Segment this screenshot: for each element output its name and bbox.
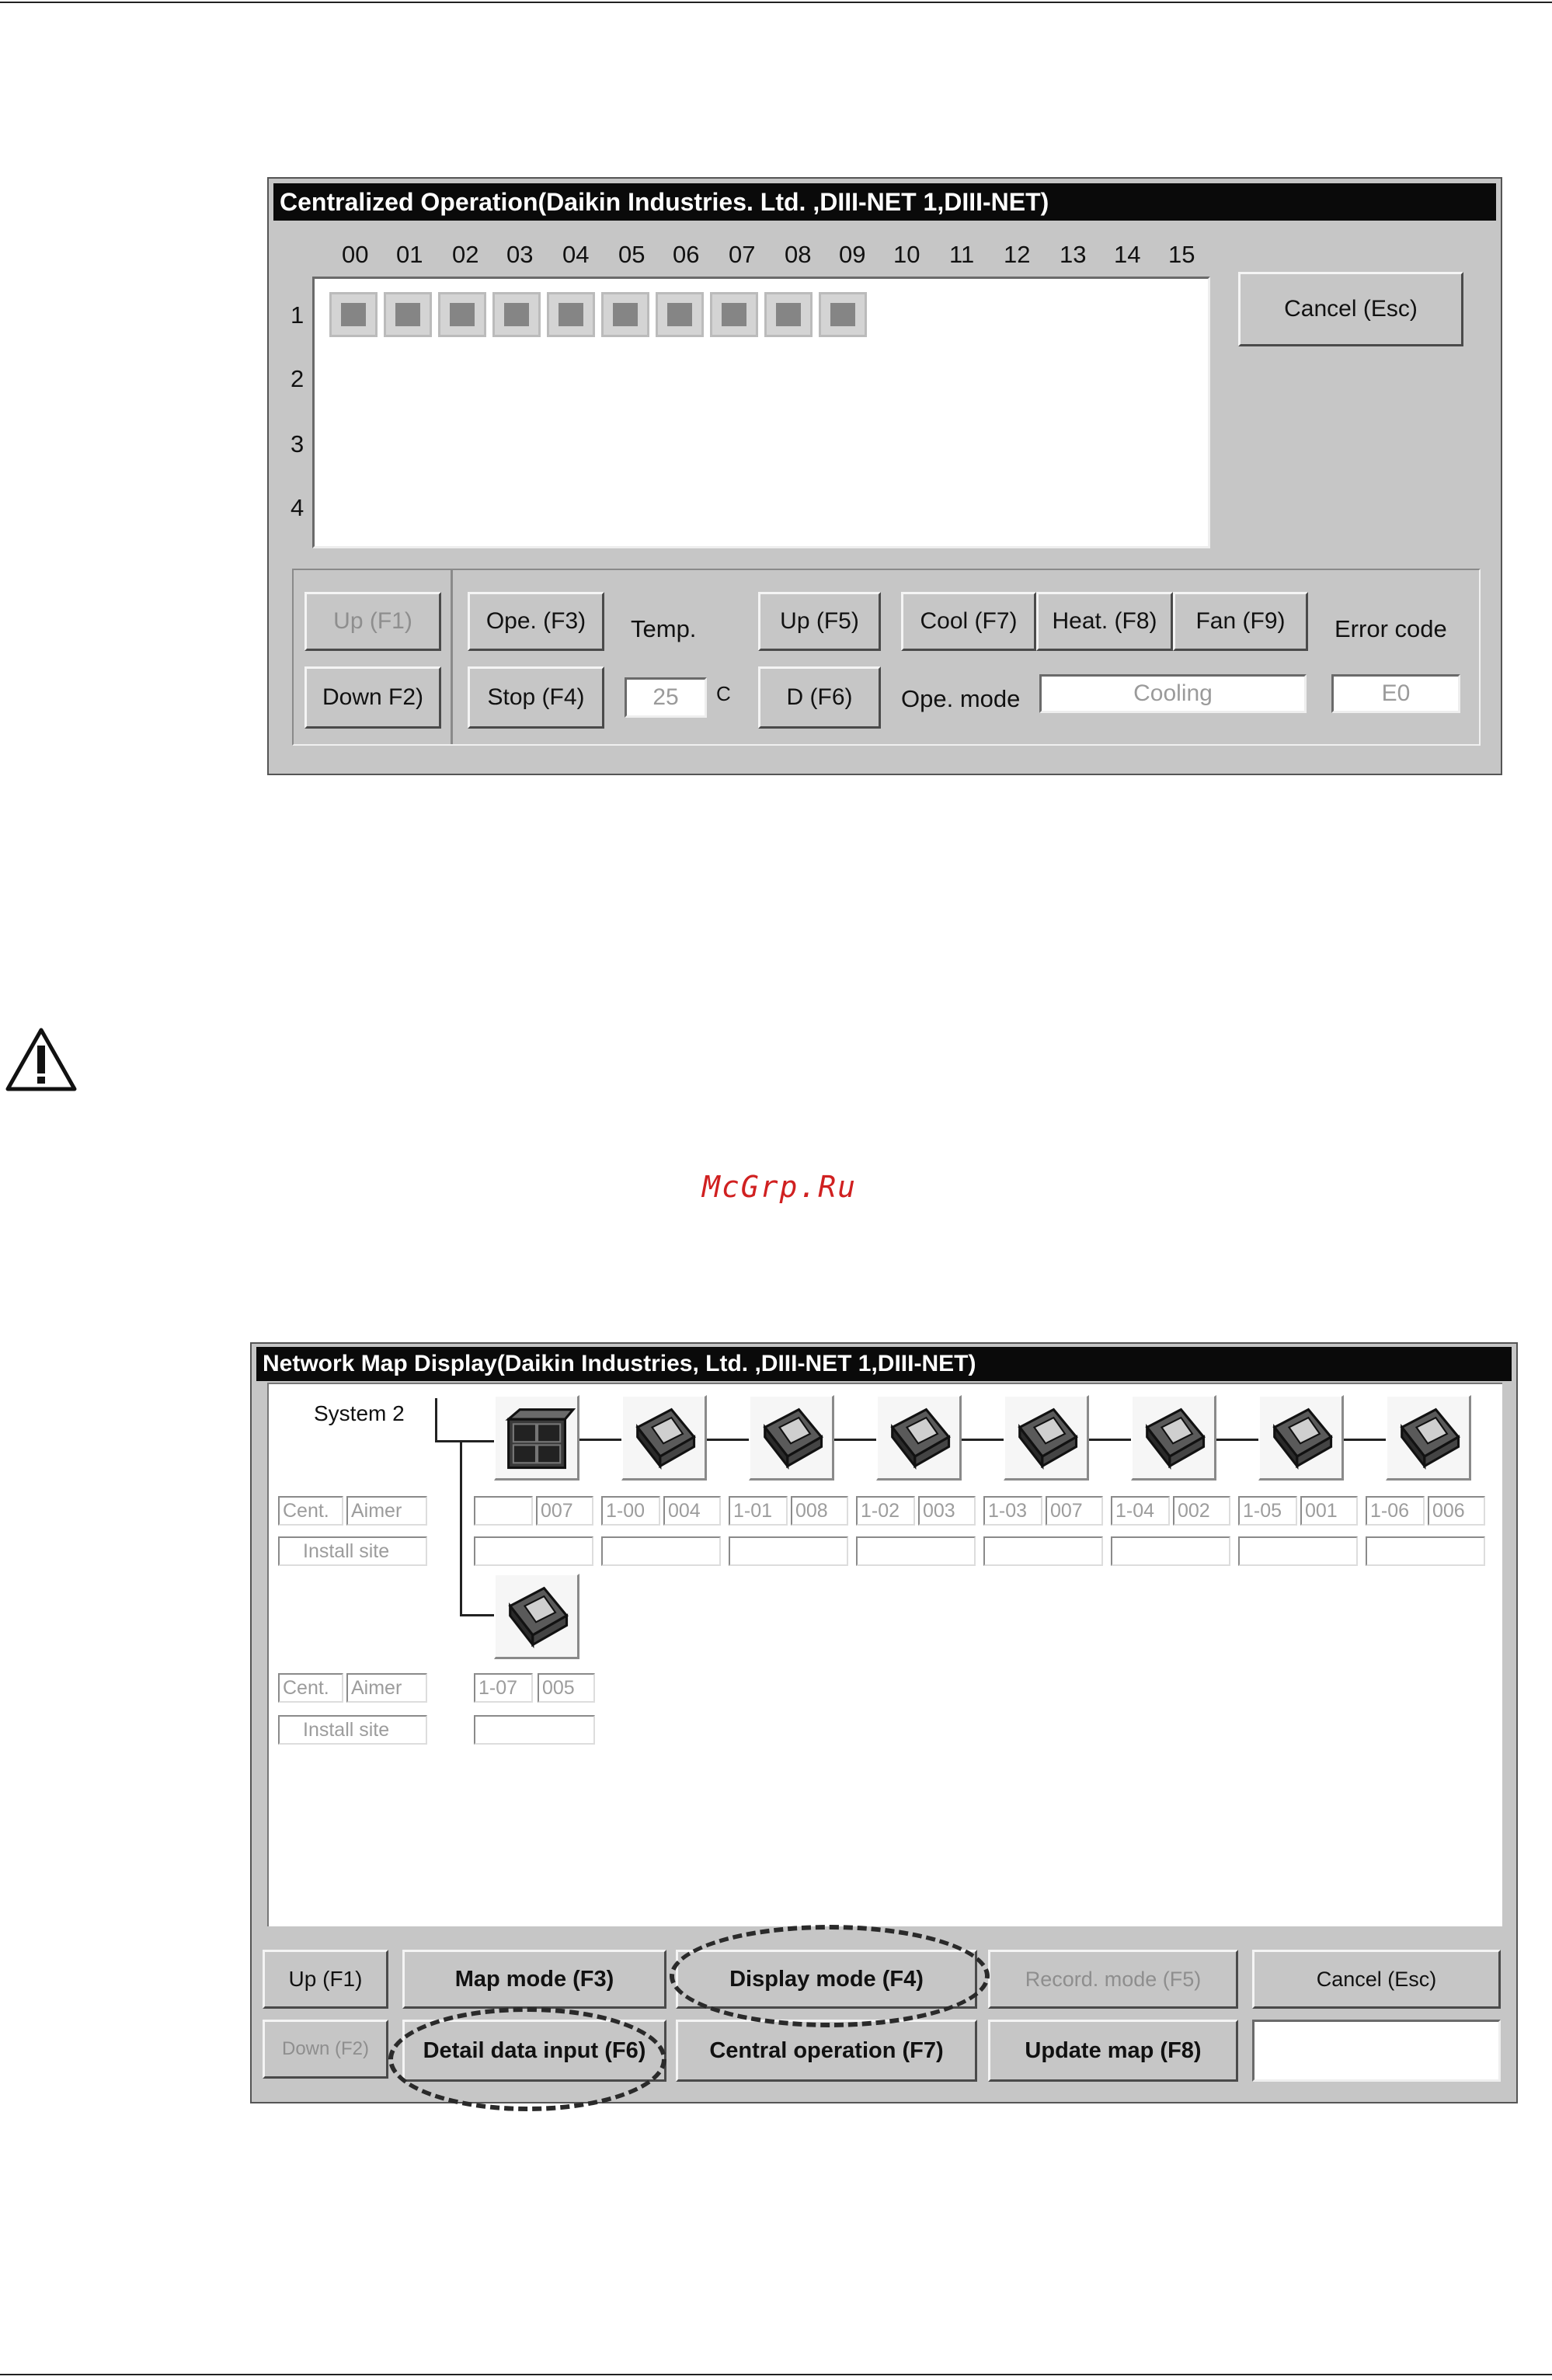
detail-data-input-button[interactable]: Detail data input (F6): [402, 2020, 666, 2082]
unit-num-field: 007: [536, 1496, 593, 1526]
column-header: 05: [618, 241, 646, 268]
top-rule: [0, 2, 1552, 3]
highlight-oval-detail-input: [388, 2007, 666, 2111]
indoor-unit-box[interactable]: [876, 1395, 962, 1481]
indoor-unit-box[interactable]: [1386, 1395, 1471, 1481]
unit-site-field: [474, 1536, 593, 1566]
unit-button[interactable]: [547, 292, 595, 337]
indoor-unit-icon: [496, 1575, 576, 1656]
indoor-unit-icon: [1133, 1397, 1213, 1477]
unit-site-field: [601, 1536, 721, 1566]
unit-addr-field: 1-07: [474, 1673, 533, 1703]
cancel-button[interactable]: Cancel (Esc): [1238, 272, 1463, 346]
unit-button[interactable]: [438, 292, 486, 337]
group-separator: [451, 570, 453, 744]
unit-site-field: [1238, 1536, 1358, 1566]
display-mode-button[interactable]: Display mode (F4): [676, 1950, 977, 2009]
indoor-unit-icon: [1260, 1397, 1341, 1477]
wire: [435, 1398, 437, 1442]
up-f5-button[interactable]: Up (F5): [758, 592, 881, 651]
aimer-field: Aimer: [346, 1496, 427, 1526]
column-header: 14: [1114, 241, 1141, 268]
unit-site-field: [1366, 1536, 1485, 1566]
column-header: 03: [506, 241, 534, 268]
column-header: 15: [1168, 241, 1195, 268]
down-f2-button[interactable]: Down F2): [304, 666, 441, 729]
column-header: 04: [562, 241, 590, 268]
install-site-field: Install site: [278, 1536, 427, 1566]
unit-site-field: [983, 1536, 1103, 1566]
ope-f3-button[interactable]: Ope. (F3): [468, 592, 604, 651]
unit-button[interactable]: [601, 292, 649, 337]
map-mode-button[interactable]: Map mode (F3): [402, 1950, 666, 2009]
update-map-button[interactable]: Update map (F8): [988, 2020, 1238, 2082]
error-code-label: Error code: [1335, 615, 1447, 642]
highlight-oval-display-mode: [670, 1925, 990, 2027]
cent-field: Cent.: [278, 1673, 343, 1703]
wire: [1089, 1439, 1131, 1441]
unit-site-field: [1111, 1536, 1230, 1566]
row-label: 3: [291, 430, 304, 458]
up-f1-button[interactable]: Up (F1): [304, 592, 441, 651]
temp-label: Temp.: [631, 615, 697, 642]
wire: [435, 1440, 494, 1442]
warning-triangle-icon: [5, 1027, 78, 1092]
column-header: 12: [1004, 241, 1031, 268]
unit-addr-field: 1-04: [1111, 1496, 1170, 1526]
indoor-unit-box[interactable]: [494, 1574, 579, 1659]
unit-button[interactable]: [764, 292, 813, 337]
unit-button[interactable]: [384, 292, 432, 337]
row-label: 4: [291, 494, 304, 521]
outdoor-unit-icon: [496, 1397, 576, 1477]
column-header: 06: [673, 241, 700, 268]
column-header: 10: [893, 241, 920, 268]
window-title: Network Map Display(Daikin Industries, Ltd. ,DIII-NET 1,DIII-NET): [256, 1347, 1512, 1381]
temp-field[interactable]: 25: [625, 677, 707, 718]
indoor-unit-icon: [750, 1397, 831, 1477]
unit-addr-field: 1-06: [1366, 1496, 1425, 1526]
ope-mode-label: Ope. mode: [901, 685, 1021, 712]
unit-site-field: [856, 1536, 976, 1566]
install-site-field: Install site: [278, 1715, 427, 1745]
column-header: 11: [949, 241, 975, 268]
unit-addr-field: 1-05: [1238, 1496, 1297, 1526]
unit-num-field: 008: [791, 1496, 848, 1526]
column-header: 13: [1060, 241, 1087, 268]
indoor-unit-box[interactable]: [621, 1395, 707, 1481]
heat-f8-button[interactable]: Heat. (F8): [1036, 592, 1173, 651]
wire: [962, 1439, 1004, 1441]
unit-button[interactable]: [492, 292, 541, 337]
watermark: McGrp.Ru: [702, 1170, 858, 1204]
bottom-rule: [0, 2374, 1552, 2375]
aimer-field: Aimer: [346, 1673, 427, 1703]
wire: [1216, 1439, 1258, 1441]
cancel-button[interactable]: Cancel (Esc): [1252, 1950, 1501, 2009]
wire: [460, 1614, 496, 1616]
indoor-unit-icon: [878, 1397, 959, 1477]
stop-f4-button[interactable]: Stop (F4): [468, 666, 604, 729]
record-mode-button[interactable]: Record. mode (F5): [988, 1950, 1238, 2009]
unit-num-field: 005: [538, 1673, 595, 1703]
wire: [834, 1439, 876, 1441]
error-code-field: E0: [1331, 674, 1460, 713]
central-operation-button[interactable]: Central operation (F7): [676, 2020, 977, 2082]
indoor-unit-icon: [623, 1397, 704, 1477]
down-f6-button[interactable]: D (F6): [758, 666, 881, 729]
column-header: 02: [452, 241, 479, 268]
indoor-unit-box[interactable]: [749, 1395, 834, 1481]
indoor-unit-box[interactable]: [1131, 1395, 1216, 1481]
system-label: System 2: [314, 1401, 405, 1425]
outdoor-unit-box[interactable]: [494, 1395, 579, 1481]
column-header: 08: [785, 241, 812, 268]
indoor-unit-icon: [1387, 1397, 1468, 1477]
unit-num-field: 001: [1300, 1496, 1358, 1526]
unit-button[interactable]: [710, 292, 758, 337]
row-label: 1: [291, 301, 304, 329]
indoor-unit-icon: [1005, 1397, 1086, 1477]
indoor-unit-box[interactable]: [1258, 1395, 1344, 1481]
column-header: 00: [342, 241, 369, 268]
fan-f9-button[interactable]: Fan (F9): [1173, 592, 1308, 651]
row-label: 2: [291, 365, 304, 392]
unit-addr-field: [474, 1496, 533, 1526]
unit-num-field: 003: [918, 1496, 976, 1526]
unit-addr-field: 1-02: [856, 1496, 915, 1526]
unit-num-field: 006: [1428, 1496, 1485, 1526]
column-header: 09: [839, 241, 866, 268]
cool-f7-button[interactable]: Cool (F7): [901, 592, 1036, 651]
up-f1-button[interactable]: Up (F1): [263, 1950, 388, 2009]
unit-addr-field: 1-01: [729, 1496, 788, 1526]
unit-addr-field: 1-00: [601, 1496, 660, 1526]
wire: [707, 1439, 749, 1441]
unit-addr-field: 1-03: [983, 1496, 1042, 1526]
unit-site-field: [729, 1536, 848, 1566]
ope-mode-field: Cooling: [1039, 674, 1307, 713]
wire: [579, 1439, 621, 1441]
down-f2-button[interactable]: Down (F2): [263, 2020, 388, 2079]
unit-button[interactable]: [656, 292, 704, 337]
column-header: 01: [396, 241, 423, 268]
wire: [1344, 1439, 1386, 1441]
cent-field: Cent.: [278, 1496, 343, 1526]
unit-num-field: 007: [1046, 1496, 1103, 1526]
indoor-unit-box[interactable]: [1004, 1395, 1089, 1481]
unit-num-field: 004: [663, 1496, 721, 1526]
status-field: [1252, 2020, 1501, 2082]
window-title: Centralized Operation(Daikin Industries. Ltd. ,DIII-NET 1,DIII-NET): [273, 183, 1496, 221]
unit-num-field: 002: [1173, 1496, 1230, 1526]
temp-unit-label: C: [716, 682, 731, 705]
unit-button[interactable]: [329, 292, 378, 337]
unit-site-field: [474, 1715, 595, 1745]
unit-button[interactable]: [819, 292, 867, 337]
wire: [460, 1440, 462, 1616]
column-header: 07: [729, 241, 756, 268]
